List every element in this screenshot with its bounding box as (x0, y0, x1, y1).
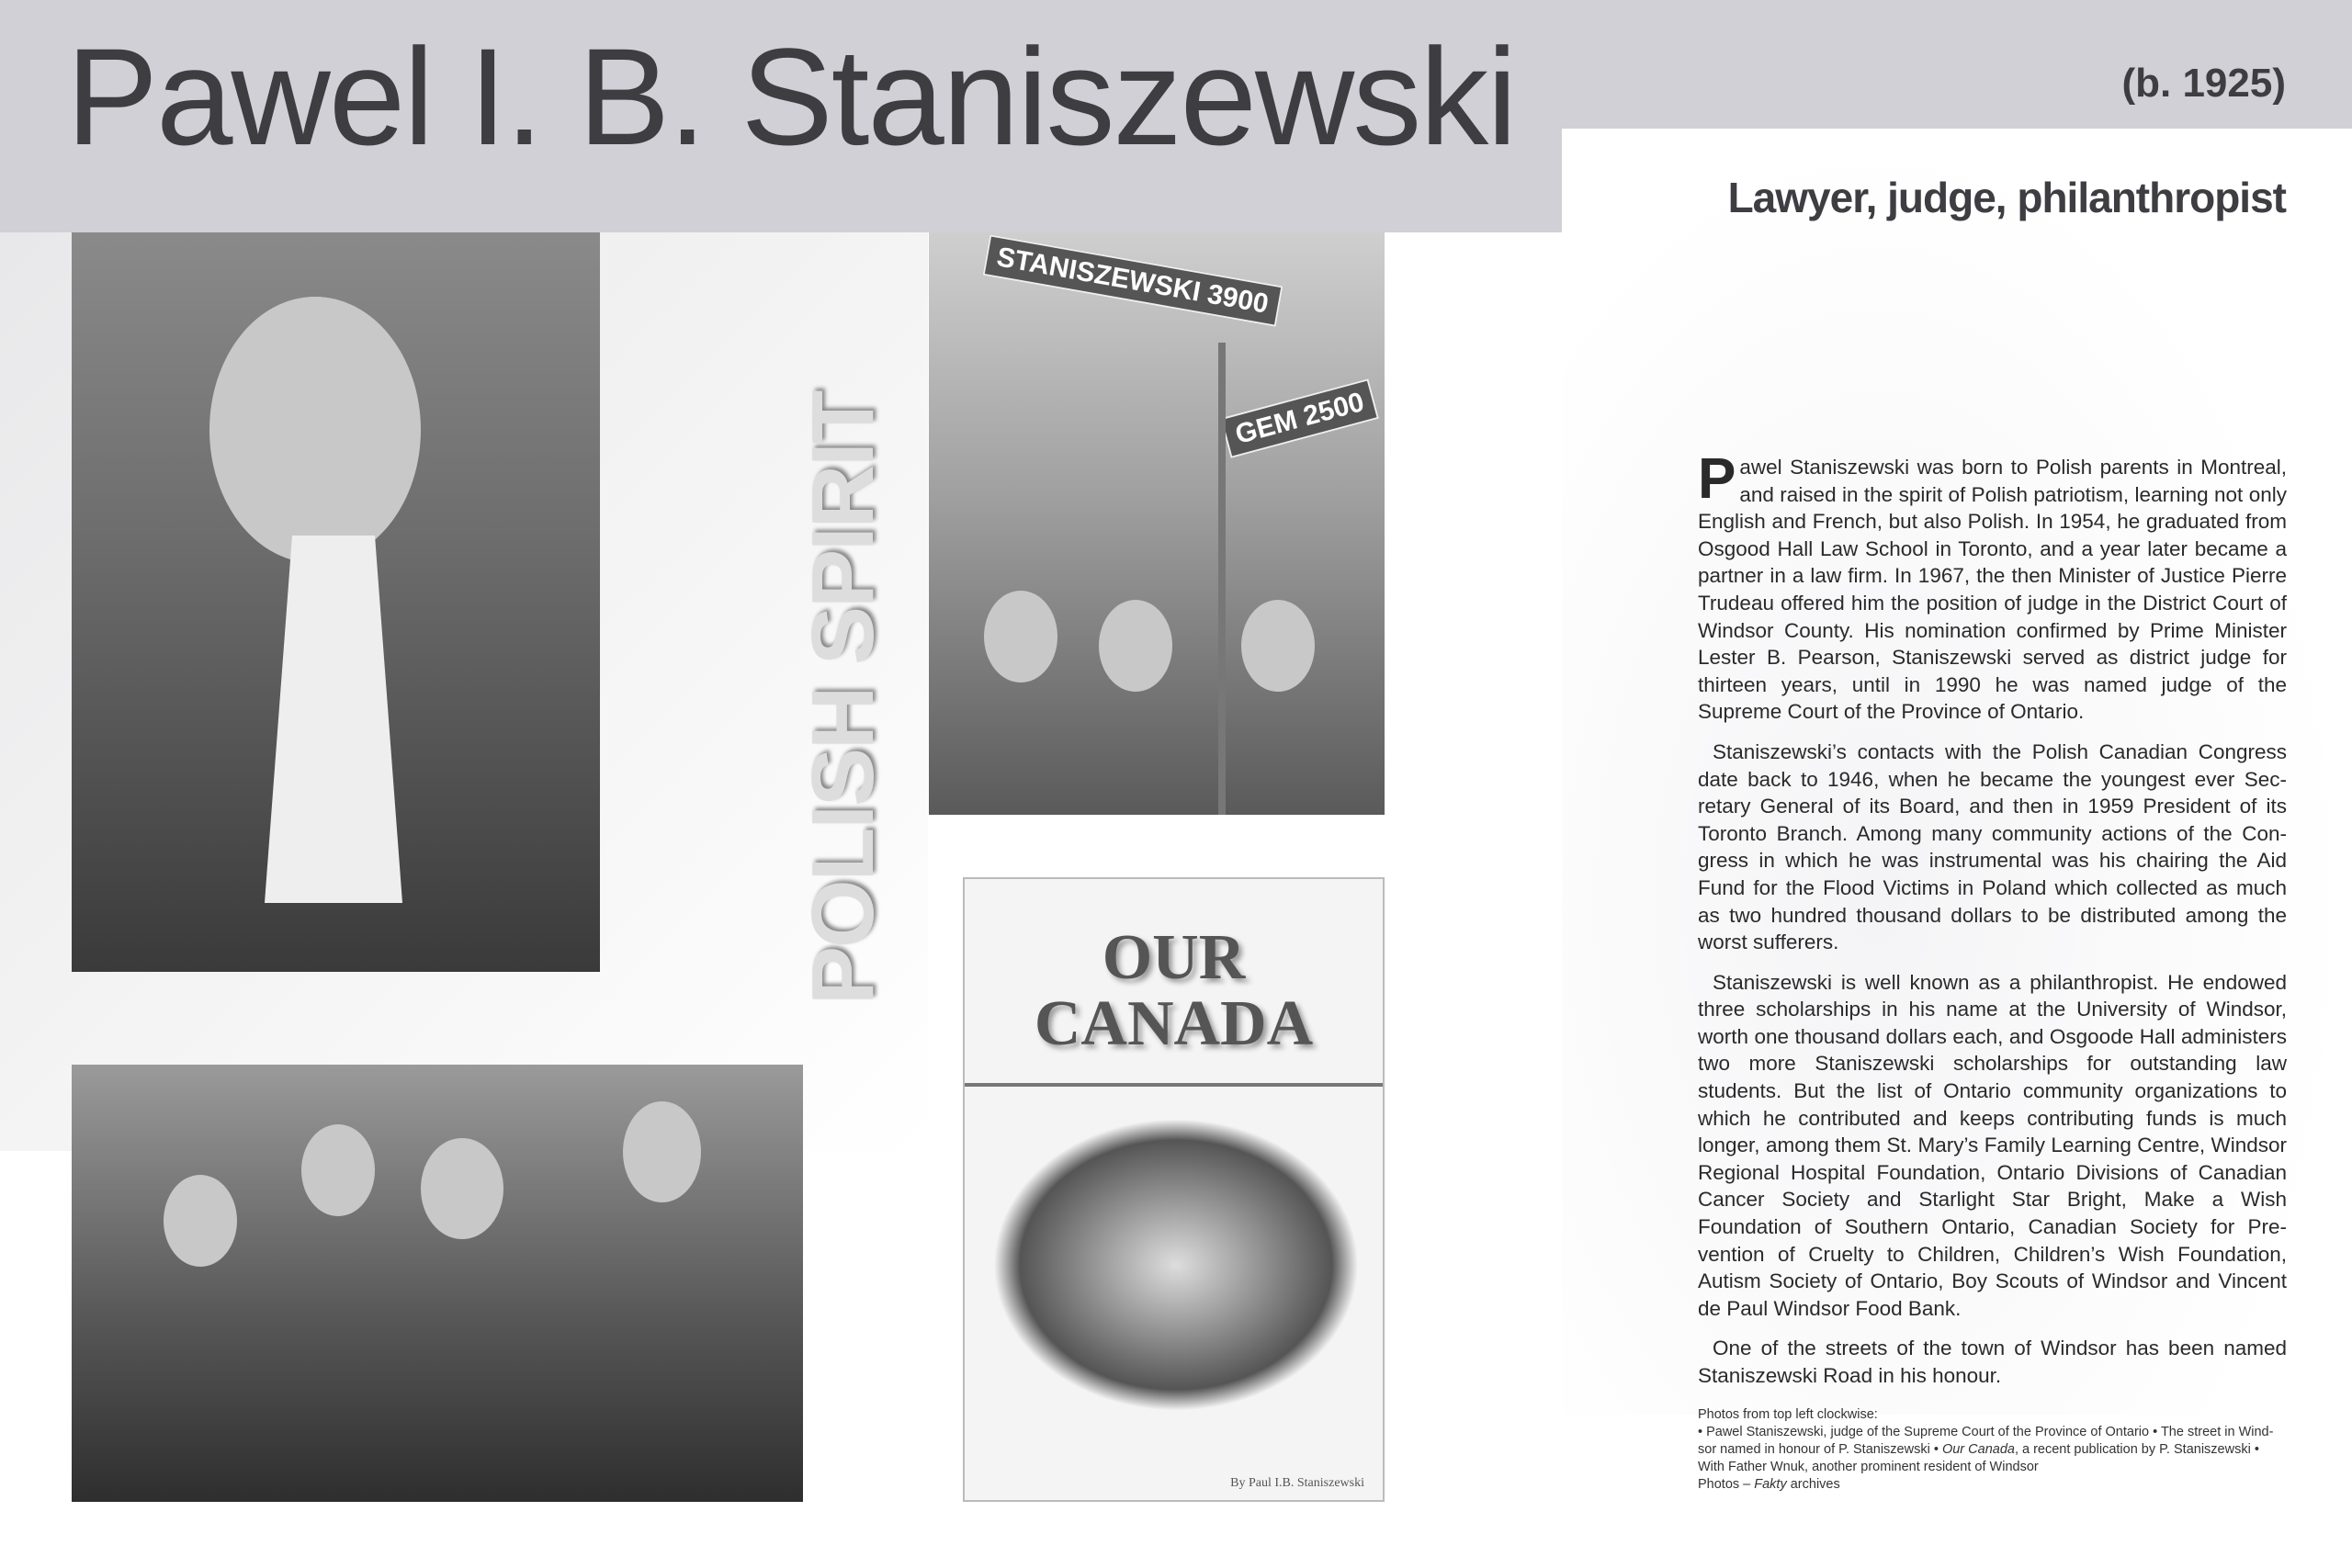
subtitle: Lawyer, judge, philanthropist (1727, 174, 2286, 221)
birth-year: (b. 1925) (2121, 61, 2286, 106)
page-title: Pawel I. B. Staniszewski (66, 19, 1516, 174)
caption-text: • Pawel Staniszewski, judge of the Supreme Court of the Province of Ontario • The street in Windsor named in honour of P. Staniszewski • Our Canada, a recent publication by P. Staniszewski • With Father Wnuk, another prominent resident of Windsor (1698, 1424, 2274, 1474)
photo-credit: Photos – Fakty archives (1698, 1476, 1840, 1492)
group-photo (72, 1065, 803, 1502)
street-sign: STANISZEWSKI 3900 (983, 234, 1283, 326)
portrait-photo (72, 232, 600, 972)
person (984, 591, 1057, 682)
book-cover (963, 877, 1385, 1502)
person (623, 1101, 701, 1202)
person (421, 1138, 503, 1239)
canada-map (992, 1118, 1360, 1412)
sign-pole (1218, 343, 1226, 815)
portrait-face (209, 297, 421, 563)
drop-cap: P (1698, 447, 1736, 511)
article-body (1698, 447, 2287, 1403)
person (301, 1124, 375, 1216)
paragraph: One of the streets of the town of Windsor has been named Staniszewski Road in his honour. (1698, 1337, 2287, 1387)
judge-bands (265, 536, 402, 903)
street-sign: GEM 2500 (1220, 378, 1379, 458)
person (164, 1175, 237, 1267)
paragraph: Staniszewski is well known as a philanthropist. He endowed three scholarships in his name at the University of Windsor, worth one thousand dollars each, and Osgoode Hall administers two more Staniszewski scholarships for outstanding law students. But the list of Ontario community organizations to which he contributed and keeps contributing funds is much longer, among them St. Mary’s Family Learning Centre, Windsor Regional Hospital Foundation, Ontario Divisions of Canadian Cancer Society and Starlight Star Bright, Make a Wish Foundation of Southern Ontario, Canadian Society for Prevention of Cruelty to Children, Children’s Wish Foundation, Autism Society of Ontario, Boy Scouts of Windsor and Vincent de Paul Windsor Food Bank. (1698, 970, 2287, 1320)
paragraph: Pawel Staniszewski was born to Polish parents in Montreal, and raised in the spirit of Polish patriotism, learning not only English and French, but also Polish. In 1954, he graduated from Osgood Hall Law School in Toronto, and a year later became a partner in a law firm. In 1967, the then Minister of Justice Pierre Trudeau offered him the position of judge in the District Court of Windsor County. His nomination confirmed by Prime Minister Lester B. Pearson, Staniszewski served as district judge for thirteen years, until in 1990 he was named judge of the Supreme Court of the Province of Ontario. (1698, 447, 2287, 724)
paragraph: Staniszewski’s contacts with the Polish Canadian Congress date back to 1946, when he became the youngest ever Secretary General of its Board, and then in 1959 President of its Toronto Branch. Among many community actions of the Congress in which he was instrumental was his chairing the Aid Fund for the Flood Victims in Poland which collected as much as two hundred thousand dollars to be distributed among the worst sufferers. (1698, 739, 2287, 954)
divider (965, 1083, 1383, 1087)
caption-heading: Photos from top left clockwise: (1698, 1406, 1878, 1422)
text-column (1698, 447, 2287, 1494)
polish-spirit-text: POLISH SPIRIT (794, 391, 892, 1005)
photo-caption (1698, 1406, 2287, 1494)
street-sign-photo (929, 232, 1385, 815)
book-title: OUR CANADA (1034, 922, 1314, 1059)
person (1099, 600, 1172, 692)
person (1241, 600, 1315, 692)
book-author: By Paul I.B. Staniszewski (1230, 1476, 1364, 1490)
